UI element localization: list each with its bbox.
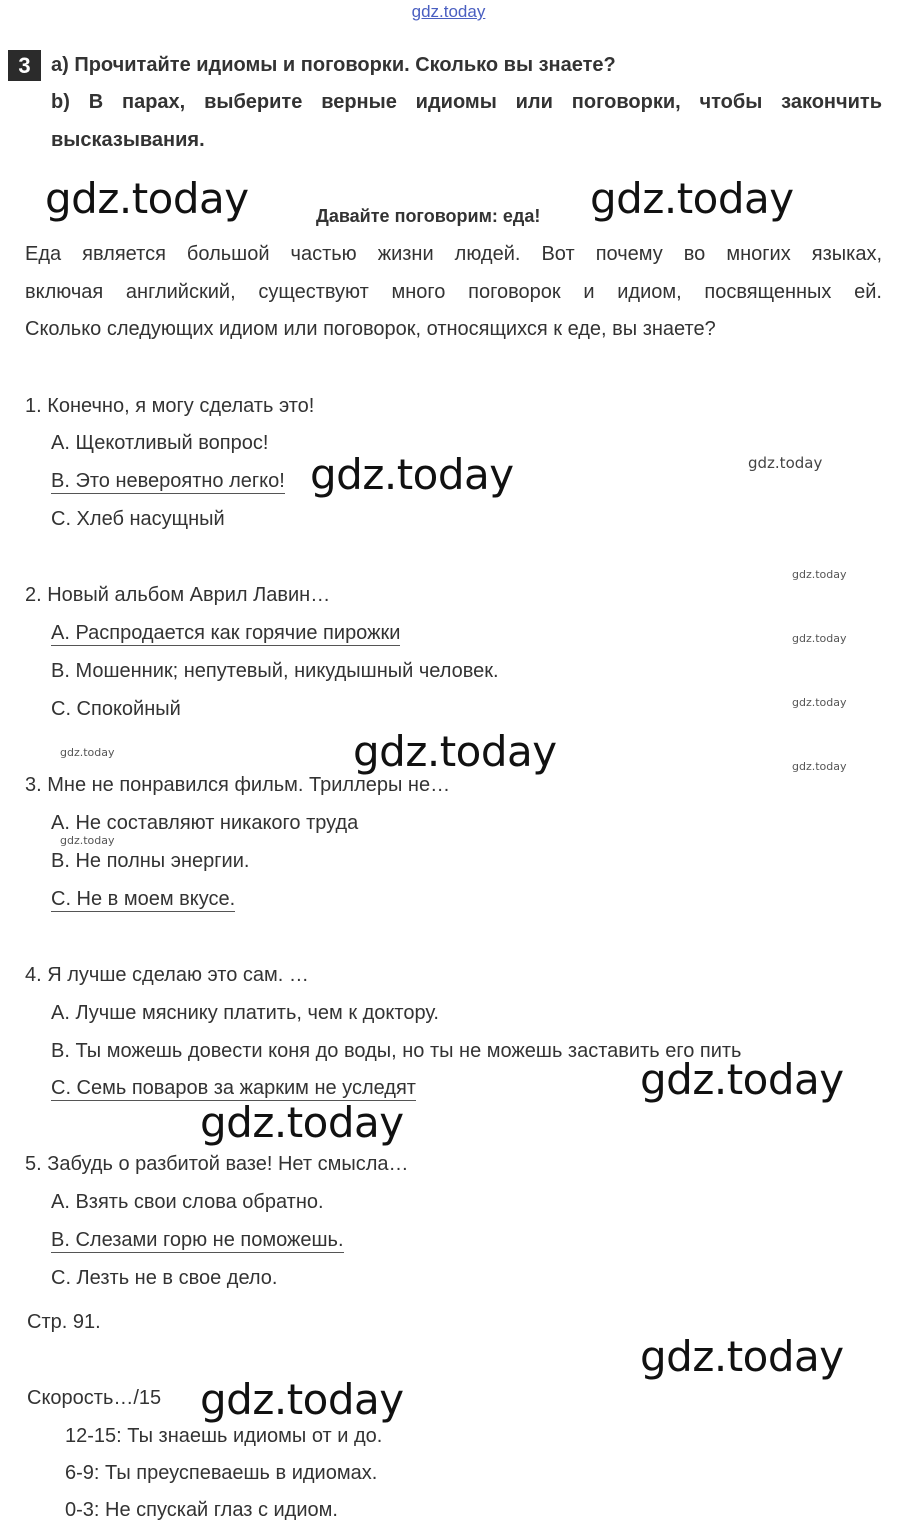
question-5-option-b: [51, 1229, 344, 1252]
score-range-high: 12-15: Ты знаешь идиомы от и до.: [65, 1425, 383, 1447]
task-a: a) Прочитайте идиомы и поговорки. Сколько вы знаете?: [51, 54, 616, 76]
question-2-option-b: В. Мошенник; непутевый, никудышный человек.: [51, 660, 499, 682]
question-2-option-a: [51, 622, 400, 645]
score-range-mid: 6-9: Ты преуспеваешь в идиомах.: [65, 1462, 378, 1484]
question-4-option-b: В. Ты можешь довести коня до воды, но ты не можешь заставить его пить: [51, 1040, 742, 1062]
correct-answer-underline: В. Это невероятно легко!: [51, 470, 285, 492]
question-5-option-c: С. Лезть не в свое дело.: [51, 1267, 278, 1289]
question-5-prompt: 5. Забудь о разбитой вазе! Нет смысла…: [25, 1153, 409, 1175]
page-reference: Стр. 91.: [27, 1311, 101, 1333]
question-5-option-a: А. Взять свои слова обратно.: [51, 1191, 324, 1213]
intro-line-2: включая английский, существуют много поговорок и идиом, посвященных ей.: [25, 281, 882, 303]
exercise-number-badge: 3: [8, 50, 41, 81]
intro-line-3: Сколько следующих идиом или поговорок, относящихся к еде, вы знаете?: [25, 318, 716, 340]
correct-answer-underline: В. Слезами горю не поможешь.: [51, 1229, 344, 1251]
watermark: gdz.today: [200, 1375, 404, 1424]
watermark: gdz.today: [640, 1055, 844, 1104]
watermark: gdz.today: [792, 568, 847, 581]
section-heading: Давайте поговорим: еда!: [316, 206, 541, 226]
watermark: gdz.today: [45, 174, 249, 223]
watermark: gdz.today: [792, 760, 847, 773]
correct-answer-underline: А. Распродается как горячие пирожки: [51, 622, 401, 644]
question-3-option-b: В. Не полны энергии.: [51, 850, 250, 872]
correct-answer-underline: С. Семь поваров за жарким не уследят: [51, 1077, 416, 1099]
watermark: gdz.today: [60, 834, 115, 847]
watermark: gdz.today: [792, 696, 847, 709]
score-label: Скорость…/15: [27, 1387, 162, 1409]
question-1-option-b: [51, 470, 285, 493]
question-4-option-c: [51, 1077, 416, 1100]
question-3-option-c: [51, 888, 235, 911]
watermark: gdz.today: [310, 450, 514, 499]
watermark: gdz.today: [748, 454, 823, 472]
score-range-low: 0-3: Не спускай глаз с идиом.: [65, 1499, 338, 1521]
task-b-line-2: высказывания.: [51, 129, 205, 151]
question-1-option-c: С. Хлеб насущный: [51, 508, 225, 530]
watermark: gdz.today: [640, 1332, 844, 1381]
watermark: gdz.today: [353, 727, 557, 776]
question-3-option-a: А. Не составляют никакого труда: [51, 812, 359, 834]
question-3-prompt: 3. Мне не понравился фильм. Триллеры не…: [25, 774, 451, 796]
intro-line-1: Еда является большой частью жизни людей. Вот почему во многих языках,: [25, 243, 882, 265]
question-1-option-a: А. Щекотливый вопрос!: [51, 432, 269, 454]
watermark: gdz.today: [792, 632, 847, 645]
watermark: gdz.today: [590, 174, 794, 223]
correct-answer-underline: С. Не в моем вкусе.: [51, 888, 236, 910]
watermark: gdz.today: [200, 1098, 404, 1147]
question-2-prompt: 2. Новый альбом Аврил Лавин…: [25, 584, 331, 606]
question-2-option-c: С. Спокойный: [51, 698, 181, 720]
question-4-prompt: 4. Я лучше сделаю это сам. …: [25, 964, 309, 986]
question-4-option-a: А. Лучше мяснику платить, чем к доктору.: [51, 1002, 439, 1024]
top-watermark: gdz.today: [411, 2, 486, 21]
question-1-prompt: 1. Конечно, я могу сделать это!: [25, 395, 315, 417]
task-b-line-1: b) В парах, выберите верные идиомы или поговорки, чтобы закончить: [51, 91, 882, 113]
watermark: gdz.today: [60, 746, 115, 759]
